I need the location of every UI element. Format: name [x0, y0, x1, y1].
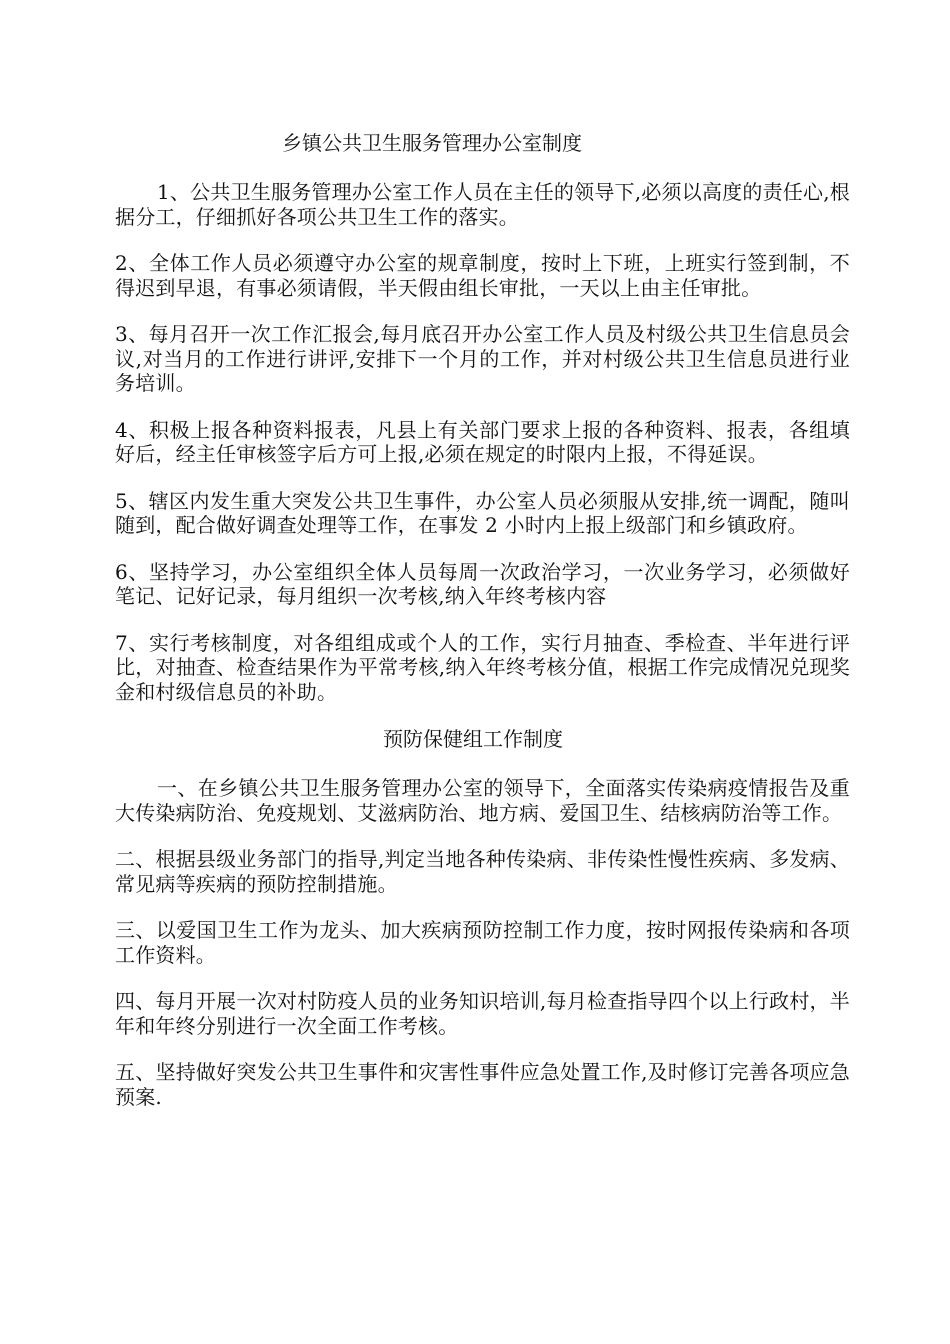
rule-paragraph-1: 1、公共卫生服务管理办公室工作人员在主任的领导下,必须以高度的责任心,根据分工，仔细抓好各项公共卫生工作的落实。 — [115, 180, 850, 229]
rule-paragraph-5: 5、辖区内发生重大突发公共卫生事件，办公室人员必须服从安排,统一调配，随叫随到，配合做好调查处理等工作，在事发 2 小时内上报上级部门和乡镇政府。 — [115, 488, 850, 537]
rule-paragraph-3: 3、每月召开一次工作汇报会,每月底召开办公室工作人员及村级公共卫生信息员会议,对当月的工作进行讲评,安排下一个月的工作，并对村级公共卫生信息员进行业务培训。 — [115, 322, 850, 395]
document-body — [115, 128, 850, 1131]
prevention-rule-3: 三、以爱国卫生工作为龙头、加大疾病预防控制工作力度，按时网报传染病和各项工作资料。 — [115, 918, 850, 967]
prevention-rule-1: 一、在乡镇公共卫生服务管理办公室的领导下，全面落实传染病疫情报告及重大传染病防治、免疫规划、艾滋病防治、地方病、爱国卫生、结核病防治等工作。 — [115, 776, 850, 825]
prevention-rule-2: 二、根据县级业务部门的指导,判定当地各种传染病、非传染性慢性疾病、多发病、常见病等疾病的预防控制措施。 — [115, 847, 850, 896]
document-title: 乡镇公共卫生服务管理办公室制度 — [282, 131, 582, 155]
prevention-rule-4: 四、每月开展一次对村防疫人员的业务知识培训,每月检查指导四个以上行政村，半年和年终分别进行一次全面工作考核。 — [115, 989, 850, 1038]
rule-paragraph-7: 7、实行考核制度，对各组组成或个人的工作，实行月抽查、季检查、半年进行评比，对抽查、检查结果作为平常考核,纳入年终考核分值，根据工作完成情况兑现奖金和村级信息员的补助。 — [115, 630, 850, 704]
rule-paragraph-2: 2、全体工作人员必须遵守办公室的规章制度，按时上下班，上班实行签到制，不得迟到早退，有事必须请假，半天假由组长审批，一天以上由主任审批。 — [115, 251, 850, 300]
rule-paragraph-6: 6、坚持学习，办公室组织全体人员每周一次政治学习，一次业务学习，必须做好笔记、记好记录，每月组织一次考核,纳入年终考核内容 — [115, 559, 850, 608]
rule-paragraph-4: 4、积极上报各种资料报表，凡县上有关部门要求上报的各种资料、报表，各组填好后，经主任审核签字后方可上报,必须在规定的时限内上报，不得延误。 — [115, 417, 850, 466]
prevention-rule-5: 五、坚持做好突发公共卫生事件和灾害性事件应急处置工作,及时修订完善各项应急预案. — [115, 1060, 850, 1109]
section-title: 预防保健组工作制度 — [383, 727, 563, 751]
